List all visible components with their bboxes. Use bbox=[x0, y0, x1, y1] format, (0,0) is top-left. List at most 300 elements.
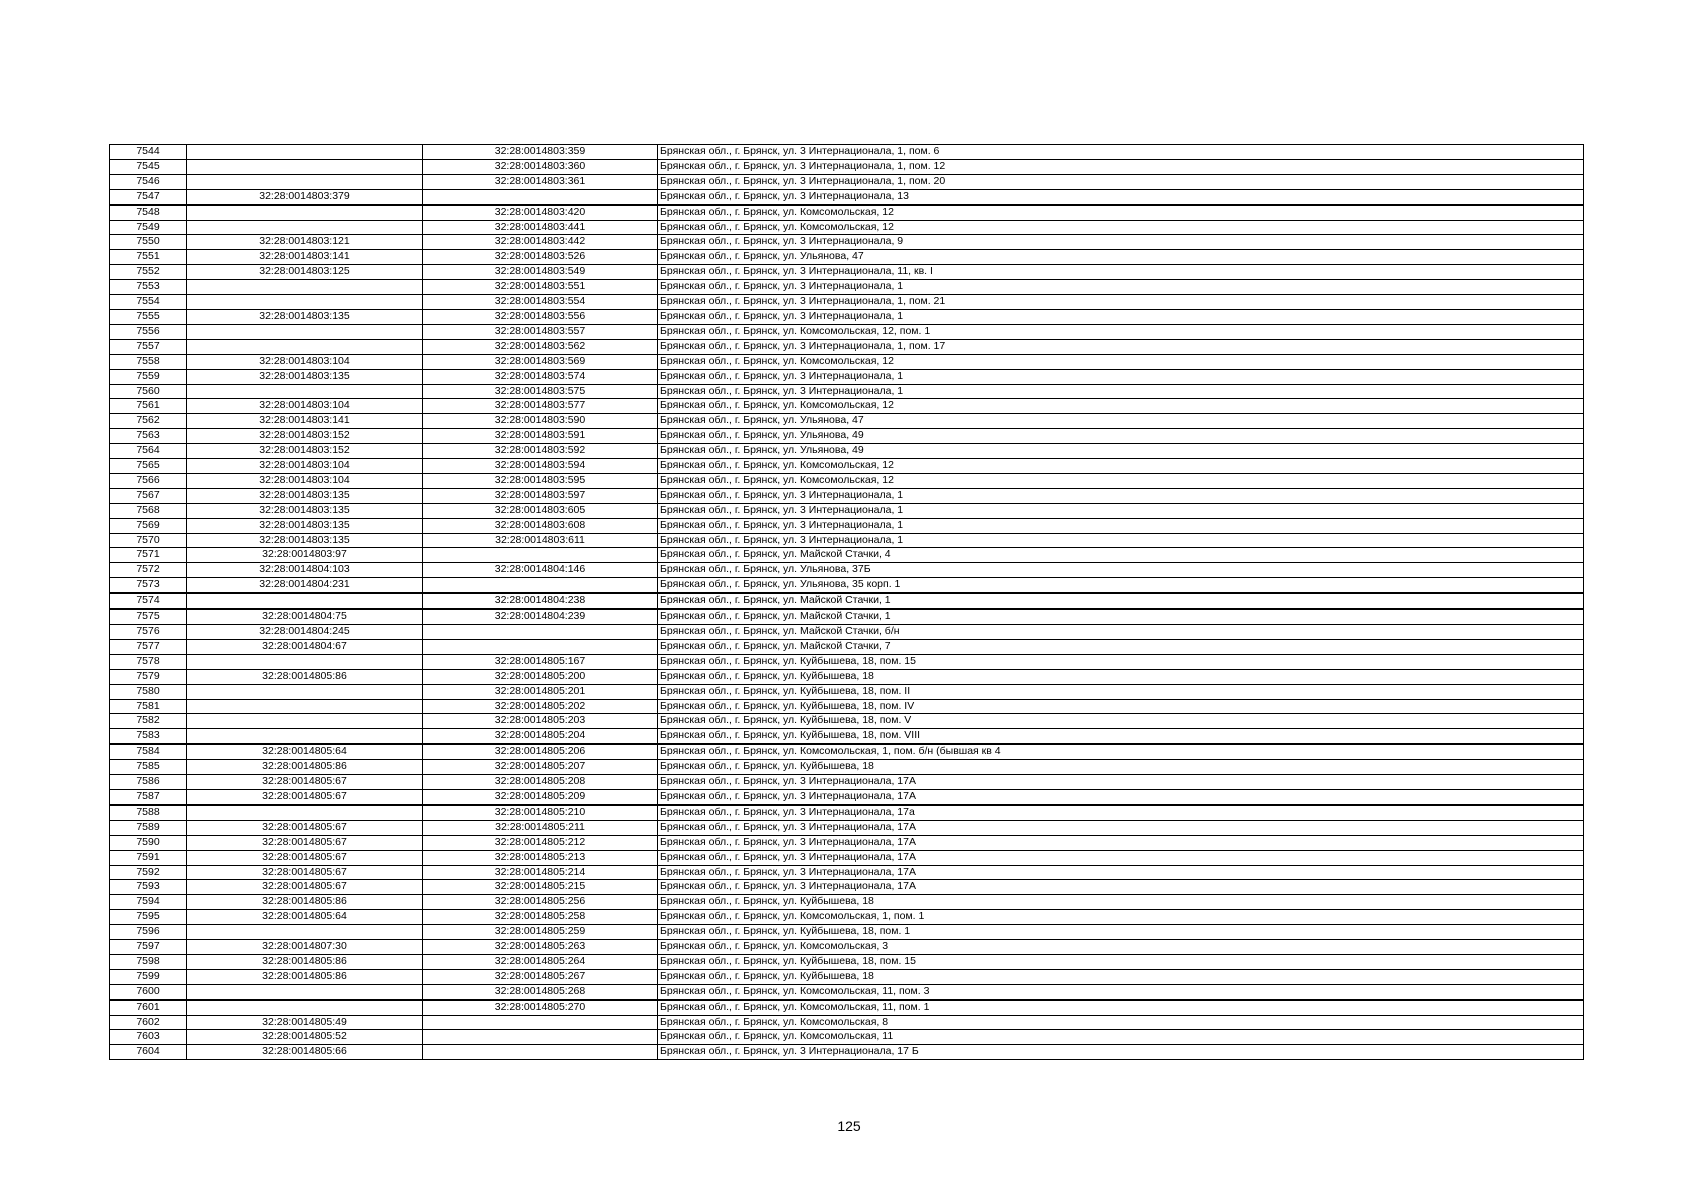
row-number-cell: 7573 bbox=[110, 578, 187, 593]
address-cell: Брянская обл., г. Брянск, ул. Комсомольская, 12, пом. 1 bbox=[658, 324, 1584, 339]
row-number-cell: 7602 bbox=[110, 1015, 187, 1030]
table-row bbox=[110, 205, 1584, 220]
address-cell: Брянская обл., г. Брянск, ул. 3 Интернационала, 1, пом. 20 bbox=[658, 174, 1584, 189]
land-cadastral-number-cell bbox=[187, 339, 423, 354]
object-cadastral-number-cell bbox=[423, 1045, 658, 1060]
address-cell: Брянская обл., г. Брянск, ул. 3 Интернационала, 9 bbox=[658, 235, 1584, 250]
row-number-cell: 7552 bbox=[110, 265, 187, 280]
row-number-cell: 7576 bbox=[110, 625, 187, 640]
land-cadastral-number-cell bbox=[187, 205, 423, 220]
table-row bbox=[110, 954, 1584, 969]
land-cadastral-number-cell: 32:28:0014804:103 bbox=[187, 563, 423, 578]
land-cadastral-number-cell bbox=[187, 654, 423, 669]
land-cadastral-number-cell: 32:28:0014805:86 bbox=[187, 969, 423, 984]
row-number-cell: 7584 bbox=[110, 744, 187, 759]
table-row bbox=[110, 984, 1584, 999]
land-cadastral-number-cell: 32:28:0014805:86 bbox=[187, 954, 423, 969]
land-cadastral-number-cell bbox=[187, 925, 423, 940]
object-cadastral-number-cell: 32:28:0014803:361 bbox=[423, 174, 658, 189]
address-cell: Брянская обл., г. Брянск, ул. 3 Интернационала, 17А bbox=[658, 880, 1584, 895]
object-cadastral-number-cell: 32:28:0014803:595 bbox=[423, 473, 658, 488]
object-cadastral-number-cell: 32:28:0014803:442 bbox=[423, 235, 658, 250]
table-row bbox=[110, 189, 1584, 204]
land-cadastral-number-cell bbox=[187, 984, 423, 999]
table-row bbox=[110, 1045, 1584, 1060]
land-cadastral-number-cell: 32:28:0014805:67 bbox=[187, 850, 423, 865]
object-cadastral-number-cell: 32:28:0014803:605 bbox=[423, 503, 658, 518]
table-row bbox=[110, 835, 1584, 850]
table-row bbox=[110, 250, 1584, 265]
address-cell: Брянская обл., г. Брянск, ул. 3 Интернационала, 1, пом. 21 bbox=[658, 295, 1584, 310]
object-cadastral-number-cell: 32:28:0014803:574 bbox=[423, 369, 658, 384]
table-row bbox=[110, 563, 1584, 578]
table-row bbox=[110, 533, 1584, 548]
land-cadastral-number-cell: 32:28:0014803:135 bbox=[187, 488, 423, 503]
object-cadastral-number-cell: 32:28:0014803:549 bbox=[423, 265, 658, 280]
address-cell: Брянская обл., г. Брянск, ул. Комсомольская, 12 bbox=[658, 205, 1584, 220]
address-cell: Брянская обл., г. Брянск, ул. 3 Интернационала, 13 bbox=[658, 189, 1584, 204]
object-cadastral-number-cell: 32:28:0014804:146 bbox=[423, 563, 658, 578]
land-cadastral-number-cell: 32:28:0014805:67 bbox=[187, 820, 423, 835]
row-number-cell: 7587 bbox=[110, 789, 187, 804]
object-cadastral-number-cell: 32:28:0014805:259 bbox=[423, 925, 658, 940]
object-cadastral-number-cell: 32:28:0014803:360 bbox=[423, 159, 658, 174]
object-cadastral-number-cell: 32:28:0014803:590 bbox=[423, 414, 658, 429]
address-cell: Брянская обл., г. Брянск, ул. 3 Интернационала, 11, кв. I bbox=[658, 265, 1584, 280]
address-cell: Брянская обл., г. Брянск, ул. Майской Стачки, 7 bbox=[658, 639, 1584, 654]
row-number-cell: 7590 bbox=[110, 835, 187, 850]
row-number-cell: 7545 bbox=[110, 159, 187, 174]
object-cadastral-number-cell: 32:28:0014803:551 bbox=[423, 280, 658, 295]
object-cadastral-number-cell: 32:28:0014805:200 bbox=[423, 669, 658, 684]
object-cadastral-number-cell: 32:28:0014803:359 bbox=[423, 145, 658, 160]
table-row bbox=[110, 1030, 1584, 1045]
land-cadastral-number-cell: 32:28:0014805:64 bbox=[187, 744, 423, 759]
object-cadastral-number-cell: 32:28:0014803:592 bbox=[423, 444, 658, 459]
row-number-cell: 7583 bbox=[110, 729, 187, 744]
table-row bbox=[110, 1000, 1584, 1015]
land-cadastral-number-cell: 32:28:0014807:30 bbox=[187, 940, 423, 955]
table-row bbox=[110, 578, 1584, 593]
address-cell: Брянская обл., г. Брянск, ул. 3 Интернационала, 1, пом. 6 bbox=[658, 145, 1584, 160]
table-row bbox=[110, 744, 1584, 759]
row-number-cell: 7558 bbox=[110, 354, 187, 369]
row-number-cell: 7556 bbox=[110, 324, 187, 339]
row-number-cell: 7564 bbox=[110, 444, 187, 459]
address-cell: Брянская обл., г. Брянск, ул. 3 Интернационала, 17 Б bbox=[658, 1045, 1584, 1060]
address-cell: Брянская обл., г. Брянск, ул. Куйбышева, 18, пом. VIII bbox=[658, 729, 1584, 744]
object-cadastral-number-cell: 32:28:0014805:203 bbox=[423, 714, 658, 729]
row-number-cell: 7578 bbox=[110, 654, 187, 669]
row-number-cell: 7585 bbox=[110, 760, 187, 775]
table-row bbox=[110, 159, 1584, 174]
table-row bbox=[110, 805, 1584, 820]
row-number-cell: 7603 bbox=[110, 1030, 187, 1045]
address-cell: Брянская обл., г. Брянск, ул. 3 Интернационала, 1 bbox=[658, 488, 1584, 503]
row-number-cell: 7601 bbox=[110, 1000, 187, 1015]
land-cadastral-number-cell bbox=[187, 1000, 423, 1015]
land-cadastral-number-cell: 32:28:0014804:231 bbox=[187, 578, 423, 593]
address-cell: Брянская обл., г. Брянск, ул. Куйбышева, 18 bbox=[658, 760, 1584, 775]
land-cadastral-number-cell: 32:28:0014803:97 bbox=[187, 548, 423, 563]
row-number-cell: 7581 bbox=[110, 699, 187, 714]
object-cadastral-number-cell: 32:28:0014803:608 bbox=[423, 518, 658, 533]
row-number-cell: 7544 bbox=[110, 145, 187, 160]
table-row bbox=[110, 654, 1584, 669]
object-cadastral-number-cell: 32:28:0014805:209 bbox=[423, 789, 658, 804]
object-cadastral-number-cell: 32:28:0014805:204 bbox=[423, 729, 658, 744]
table-row bbox=[110, 280, 1584, 295]
row-number-cell: 7569 bbox=[110, 518, 187, 533]
land-cadastral-number-cell: 32:28:0014805:49 bbox=[187, 1015, 423, 1030]
object-cadastral-number-cell bbox=[423, 189, 658, 204]
address-cell: Брянская обл., г. Брянск, ул. 3 Интернационала, 1 bbox=[658, 280, 1584, 295]
land-cadastral-number-cell: 32:28:0014805:67 bbox=[187, 880, 423, 895]
land-cadastral-number-cell: 32:28:0014803:104 bbox=[187, 473, 423, 488]
table-row bbox=[110, 369, 1584, 384]
object-cadastral-number-cell: 32:28:0014803:441 bbox=[423, 220, 658, 235]
address-cell: Брянская обл., г. Брянск, ул. Комсомольская, 8 bbox=[658, 1015, 1584, 1030]
row-number-cell: 7591 bbox=[110, 850, 187, 865]
row-number-cell: 7596 bbox=[110, 925, 187, 940]
land-cadastral-number-cell: 32:28:0014803:135 bbox=[187, 533, 423, 548]
table-row bbox=[110, 354, 1584, 369]
address-cell: Брянская обл., г. Брянск, ул. Комсомольская, 12 bbox=[658, 473, 1584, 488]
object-cadastral-number-cell: 32:28:0014804:239 bbox=[423, 609, 658, 624]
table-row bbox=[110, 145, 1584, 160]
row-number-cell: 7582 bbox=[110, 714, 187, 729]
row-number-cell: 7599 bbox=[110, 969, 187, 984]
row-number-cell: 7588 bbox=[110, 805, 187, 820]
land-cadastral-number-cell: 32:28:0014805:86 bbox=[187, 760, 423, 775]
row-number-cell: 7554 bbox=[110, 295, 187, 310]
land-cadastral-number-cell: 32:28:0014803:104 bbox=[187, 459, 423, 474]
row-number-cell: 7547 bbox=[110, 189, 187, 204]
land-cadastral-number-cell bbox=[187, 729, 423, 744]
land-cadastral-number-cell bbox=[187, 280, 423, 295]
land-cadastral-number-cell: 32:28:0014805:64 bbox=[187, 910, 423, 925]
land-cadastral-number-cell: 32:28:0014803:135 bbox=[187, 309, 423, 324]
table-row bbox=[110, 699, 1584, 714]
table-row bbox=[110, 429, 1584, 444]
address-cell: Брянская обл., г. Брянск, ул. Комсомольская, 11, пом. 1 bbox=[658, 1000, 1584, 1015]
object-cadastral-number-cell: 32:28:0014803:577 bbox=[423, 399, 658, 414]
row-number-cell: 7579 bbox=[110, 669, 187, 684]
table-row bbox=[110, 384, 1584, 399]
address-cell: Брянская обл., г. Брянск, ул. Куйбышева, 18, пом. 15 bbox=[658, 954, 1584, 969]
object-cadastral-number-cell: 32:28:0014803:569 bbox=[423, 354, 658, 369]
table-row bbox=[110, 220, 1584, 235]
object-cadastral-number-cell: 32:28:0014805:213 bbox=[423, 850, 658, 865]
address-cell: Брянская обл., г. Брянск, ул. Ульянова, 35 корп. 1 bbox=[658, 578, 1584, 593]
address-cell: Брянская обл., г. Брянск, ул. Ульянова, 37Б bbox=[658, 563, 1584, 578]
address-cell: Брянская обл., г. Брянск, ул. Комсомольская, 11 bbox=[658, 1030, 1584, 1045]
object-cadastral-number-cell: 32:28:0014803:554 bbox=[423, 295, 658, 310]
land-cadastral-number-cell bbox=[187, 593, 423, 609]
table-row bbox=[110, 714, 1584, 729]
land-cadastral-number-cell: 32:28:0014803:152 bbox=[187, 429, 423, 444]
row-number-cell: 7594 bbox=[110, 895, 187, 910]
row-number-cell: 7600 bbox=[110, 984, 187, 999]
object-cadastral-number-cell: 32:28:0014805:256 bbox=[423, 895, 658, 910]
row-number-cell: 7604 bbox=[110, 1045, 187, 1060]
land-cadastral-number-cell bbox=[187, 159, 423, 174]
land-cadastral-number-cell: 32:28:0014805:67 bbox=[187, 775, 423, 790]
object-cadastral-number-cell: 32:28:0014804:238 bbox=[423, 593, 658, 609]
row-number-cell: 7557 bbox=[110, 339, 187, 354]
address-cell: Брянская обл., г. Брянск, ул. Комсомольская, 1, пом. б/н (бывшая кв 4 bbox=[658, 744, 1584, 759]
land-cadastral-number-cell bbox=[187, 220, 423, 235]
object-cadastral-number-cell: 32:28:0014805:258 bbox=[423, 910, 658, 925]
object-cadastral-number-cell: 32:28:0014803:526 bbox=[423, 250, 658, 265]
address-cell: Брянская обл., г. Брянск, ул. 3 Интернационала, 17А bbox=[658, 850, 1584, 865]
address-cell: Брянская обл., г. Брянск, ул. Куйбышева, 18 bbox=[658, 895, 1584, 910]
address-cell: Брянская обл., г. Брянск, ул. 3 Интернационала, 1 bbox=[658, 369, 1584, 384]
address-cell: Брянская обл., г. Брянск, ул. 3 Интернационала, 1 bbox=[658, 518, 1584, 533]
row-number-cell: 7560 bbox=[110, 384, 187, 399]
object-cadastral-number-cell: 32:28:0014805:267 bbox=[423, 969, 658, 984]
object-cadastral-number-cell: 32:28:0014805:270 bbox=[423, 1000, 658, 1015]
row-number-cell: 7561 bbox=[110, 399, 187, 414]
table-row bbox=[110, 895, 1584, 910]
object-cadastral-number-cell: 32:28:0014803:591 bbox=[423, 429, 658, 444]
address-cell: Брянская обл., г. Брянск, ул. Комсомольская, 12 bbox=[658, 459, 1584, 474]
address-cell: Брянская обл., г. Брянск, ул. 3 Интернационала, 17а bbox=[658, 805, 1584, 820]
object-cadastral-number-cell: 32:28:0014805:263 bbox=[423, 940, 658, 955]
address-cell: Брянская обл., г. Брянск, ул. 3 Интернационала, 1 bbox=[658, 503, 1584, 518]
land-cadastral-number-cell: 32:28:0014804:75 bbox=[187, 609, 423, 624]
row-number-cell: 7570 bbox=[110, 533, 187, 548]
table-row bbox=[110, 235, 1584, 250]
address-cell: Брянская обл., г. Брянск, ул. Майской Стачки, 1 bbox=[658, 609, 1584, 624]
row-number-cell: 7563 bbox=[110, 429, 187, 444]
object-cadastral-number-cell: 32:28:0014805:206 bbox=[423, 744, 658, 759]
table-row bbox=[110, 473, 1584, 488]
row-number-cell: 7598 bbox=[110, 954, 187, 969]
row-number-cell: 7553 bbox=[110, 280, 187, 295]
row-number-cell: 7559 bbox=[110, 369, 187, 384]
land-cadastral-number-cell: 32:28:0014805:86 bbox=[187, 669, 423, 684]
land-cadastral-number-cell bbox=[187, 324, 423, 339]
land-cadastral-number-cell: 32:28:0014803:104 bbox=[187, 354, 423, 369]
table-row bbox=[110, 1015, 1584, 1030]
address-cell: Брянская обл., г. Брянск, ул. Куйбышева, 18, пом. II bbox=[658, 684, 1584, 699]
table-row bbox=[110, 488, 1584, 503]
object-cadastral-number-cell: 32:28:0014805:210 bbox=[423, 805, 658, 820]
object-cadastral-number-cell: 32:28:0014805:207 bbox=[423, 760, 658, 775]
address-cell: Брянская обл., г. Брянск, ул. Майской Стачки, 4 bbox=[658, 548, 1584, 563]
address-cell: Брянская обл., г. Брянск, ул. Ульянова, 49 bbox=[658, 444, 1584, 459]
table-row bbox=[110, 399, 1584, 414]
address-cell: Брянская обл., г. Брянск, ул. Комсомольская, 11, пом. 3 bbox=[658, 984, 1584, 999]
object-cadastral-number-cell: 32:28:0014805:264 bbox=[423, 954, 658, 969]
land-cadastral-number-cell: 32:28:0014803:141 bbox=[187, 250, 423, 265]
row-number-cell: 7546 bbox=[110, 174, 187, 189]
address-cell: Брянская обл., г. Брянск, ул. Куйбышева, 18, пом. 1 bbox=[658, 925, 1584, 940]
row-number-cell: 7580 bbox=[110, 684, 187, 699]
object-cadastral-number-cell bbox=[423, 548, 658, 563]
land-cadastral-number-cell: 32:28:0014803:135 bbox=[187, 503, 423, 518]
row-number-cell: 7548 bbox=[110, 205, 187, 220]
row-number-cell: 7593 bbox=[110, 880, 187, 895]
table-row bbox=[110, 925, 1584, 940]
table-row bbox=[110, 775, 1584, 790]
object-cadastral-number-cell bbox=[423, 578, 658, 593]
land-cadastral-number-cell: 32:28:0014803:135 bbox=[187, 369, 423, 384]
row-number-cell: 7567 bbox=[110, 488, 187, 503]
object-cadastral-number-cell: 32:28:0014805:202 bbox=[423, 699, 658, 714]
table-row bbox=[110, 969, 1584, 984]
table-row bbox=[110, 339, 1584, 354]
row-number-cell: 7555 bbox=[110, 309, 187, 324]
table-row bbox=[110, 820, 1584, 835]
land-cadastral-number-cell bbox=[187, 174, 423, 189]
land-cadastral-number-cell bbox=[187, 295, 423, 310]
object-cadastral-number-cell: 32:28:0014803:556 bbox=[423, 309, 658, 324]
object-cadastral-number-cell bbox=[423, 1030, 658, 1045]
land-cadastral-number-cell: 32:28:0014803:152 bbox=[187, 444, 423, 459]
land-cadastral-number-cell bbox=[187, 805, 423, 820]
object-cadastral-number-cell: 32:28:0014803:594 bbox=[423, 459, 658, 474]
address-cell: Брянская обл., г. Брянск, ул. 3 Интернационала, 17А bbox=[658, 775, 1584, 790]
table-row bbox=[110, 593, 1584, 609]
table-row bbox=[110, 518, 1584, 533]
address-cell: Брянская обл., г. Брянск, ул. 3 Интернационала, 17А bbox=[658, 865, 1584, 880]
object-cadastral-number-cell: 32:28:0014803:575 bbox=[423, 384, 658, 399]
land-cadastral-number-cell: 32:28:0014805:66 bbox=[187, 1045, 423, 1060]
land-cadastral-number-cell: 32:28:0014804:245 bbox=[187, 625, 423, 640]
table-row bbox=[110, 309, 1584, 324]
object-cadastral-number-cell: 32:28:0014805:208 bbox=[423, 775, 658, 790]
address-cell: Брянская обл., г. Брянск, ул. 3 Интернационала, 1, пом. 12 bbox=[658, 159, 1584, 174]
object-cadastral-number-cell: 32:28:0014805:215 bbox=[423, 880, 658, 895]
object-cadastral-number-cell: 32:28:0014805:167 bbox=[423, 654, 658, 669]
address-cell: Брянская обл., г. Брянск, ул. 3 Интернационала, 17А bbox=[658, 789, 1584, 804]
land-cadastral-number-cell: 32:28:0014803:379 bbox=[187, 189, 423, 204]
land-cadastral-number-cell: 32:28:0014805:67 bbox=[187, 865, 423, 880]
address-cell: Брянская обл., г. Брянск, ул. Комсомольская, 3 bbox=[658, 940, 1584, 955]
row-number-cell: 7571 bbox=[110, 548, 187, 563]
table-row bbox=[110, 729, 1584, 744]
land-cadastral-number-cell bbox=[187, 699, 423, 714]
address-cell: Брянская обл., г. Брянск, ул. Куйбышева, 18, пом. IV bbox=[658, 699, 1584, 714]
address-cell: Брянская обл., г. Брянск, ул. 3 Интернационала, 1, пом. 17 bbox=[658, 339, 1584, 354]
address-cell: Брянская обл., г. Брянск, ул. 3 Интернационала, 17А bbox=[658, 820, 1584, 835]
land-cadastral-number-cell: 32:28:0014803:125 bbox=[187, 265, 423, 280]
table-row bbox=[110, 625, 1584, 640]
land-cadastral-number-cell: 32:28:0014805:67 bbox=[187, 835, 423, 850]
row-number-cell: 7566 bbox=[110, 473, 187, 488]
row-number-cell: 7551 bbox=[110, 250, 187, 265]
address-cell: Брянская обл., г. Брянск, ул. Куйбышева, 18 bbox=[658, 669, 1584, 684]
land-cadastral-number-cell bbox=[187, 684, 423, 699]
row-number-cell: 7592 bbox=[110, 865, 187, 880]
land-cadastral-number-cell bbox=[187, 145, 423, 160]
object-cadastral-number-cell: 32:28:0014803:557 bbox=[423, 324, 658, 339]
land-cadastral-number-cell bbox=[187, 714, 423, 729]
row-number-cell: 7586 bbox=[110, 775, 187, 790]
land-cadastral-number-cell: 32:28:0014804:67 bbox=[187, 639, 423, 654]
address-cell: Брянская обл., г. Брянск, ул. 3 Интернационала, 1 bbox=[658, 533, 1584, 548]
address-cell: Брянская обл., г. Брянск, ул. 3 Интернационала, 1 bbox=[658, 384, 1584, 399]
table-row bbox=[110, 910, 1584, 925]
address-cell: Брянская обл., г. Брянск, ул. Комсомольская, 12 bbox=[658, 399, 1584, 414]
row-number-cell: 7568 bbox=[110, 503, 187, 518]
table-row bbox=[110, 548, 1584, 563]
table-row bbox=[110, 880, 1584, 895]
table-row bbox=[110, 444, 1584, 459]
row-number-cell: 7575 bbox=[110, 609, 187, 624]
table-row bbox=[110, 459, 1584, 474]
address-cell: Брянская обл., г. Брянск, ул. Ульянова, 47 bbox=[658, 250, 1584, 265]
registry-table-body bbox=[110, 145, 1584, 1060]
row-number-cell: 7574 bbox=[110, 593, 187, 609]
object-cadastral-number-cell: 32:28:0014805:201 bbox=[423, 684, 658, 699]
row-number-cell: 7572 bbox=[110, 563, 187, 578]
address-cell: Брянская обл., г. Брянск, ул. 3 Интернационала, 1 bbox=[658, 309, 1584, 324]
row-number-cell: 7597 bbox=[110, 940, 187, 955]
address-cell: Брянская обл., г. Брянск, ул. Майской Стачки, 1 bbox=[658, 593, 1584, 609]
table-row bbox=[110, 265, 1584, 280]
object-cadastral-number-cell: 32:28:0014803:420 bbox=[423, 205, 658, 220]
object-cadastral-number-cell bbox=[423, 639, 658, 654]
table-row bbox=[110, 865, 1584, 880]
object-cadastral-number-cell: 32:28:0014803:597 bbox=[423, 488, 658, 503]
object-cadastral-number-cell: 32:28:0014805:211 bbox=[423, 820, 658, 835]
table-row bbox=[110, 295, 1584, 310]
land-cadastral-number-cell bbox=[187, 384, 423, 399]
land-cadastral-number-cell: 32:28:0014805:86 bbox=[187, 895, 423, 910]
address-cell: Брянская обл., г. Брянск, ул. Ульянова, 49 bbox=[658, 429, 1584, 444]
row-number-cell: 7562 bbox=[110, 414, 187, 429]
table-row bbox=[110, 414, 1584, 429]
table-row bbox=[110, 760, 1584, 775]
land-cadastral-number-cell: 32:28:0014803:121 bbox=[187, 235, 423, 250]
address-cell: Брянская обл., г. Брянск, ул. Куйбышева, 18, пом. V bbox=[658, 714, 1584, 729]
address-cell: Брянская обл., г. Брянск, ул. Комсомольская, 12 bbox=[658, 354, 1584, 369]
land-cadastral-number-cell: 32:28:0014803:141 bbox=[187, 414, 423, 429]
address-cell: Брянская обл., г. Брянск, ул. Ульянова, 47 bbox=[658, 414, 1584, 429]
table-row bbox=[110, 789, 1584, 804]
object-cadastral-number-cell: 32:28:0014805:268 bbox=[423, 984, 658, 999]
address-cell: Брянская обл., г. Брянск, ул. Майской Стачки, б/н bbox=[658, 625, 1584, 640]
table-row bbox=[110, 609, 1584, 624]
row-number-cell: 7565 bbox=[110, 459, 187, 474]
row-number-cell: 7550 bbox=[110, 235, 187, 250]
table-row bbox=[110, 940, 1584, 955]
address-cell: Брянская обл., г. Брянск, ул. 3 Интернационала, 17А bbox=[658, 835, 1584, 850]
address-cell: Брянская обл., г. Брянск, ул. Куйбышева, 18, пом. 15 bbox=[658, 654, 1584, 669]
table-row bbox=[110, 174, 1584, 189]
table-row bbox=[110, 684, 1584, 699]
land-cadastral-number-cell: 32:28:0014803:135 bbox=[187, 518, 423, 533]
address-cell: Брянская обл., г. Брянск, ул. Куйбышева, 18 bbox=[658, 969, 1584, 984]
land-cadastral-number-cell: 32:28:0014803:104 bbox=[187, 399, 423, 414]
address-cell: Брянская обл., г. Брянск, ул. Комсомольская, 1, пом. 1 bbox=[658, 910, 1584, 925]
registry-table bbox=[109, 144, 1584, 1060]
object-cadastral-number-cell: 32:28:0014803:562 bbox=[423, 339, 658, 354]
object-cadastral-number-cell bbox=[423, 625, 658, 640]
land-cadastral-number-cell: 32:28:0014805:67 bbox=[187, 789, 423, 804]
row-number-cell: 7589 bbox=[110, 820, 187, 835]
land-cadastral-number-cell: 32:28:0014805:52 bbox=[187, 1030, 423, 1045]
table-row bbox=[110, 503, 1584, 518]
object-cadastral-number-cell: 32:28:0014805:214 bbox=[423, 865, 658, 880]
object-cadastral-number-cell: 32:28:0014805:212 bbox=[423, 835, 658, 850]
table-row bbox=[110, 639, 1584, 654]
address-cell: Брянская обл., г. Брянск, ул. Комсомольская, 12 bbox=[658, 220, 1584, 235]
object-cadastral-number-cell: 32:28:0014803:611 bbox=[423, 533, 658, 548]
